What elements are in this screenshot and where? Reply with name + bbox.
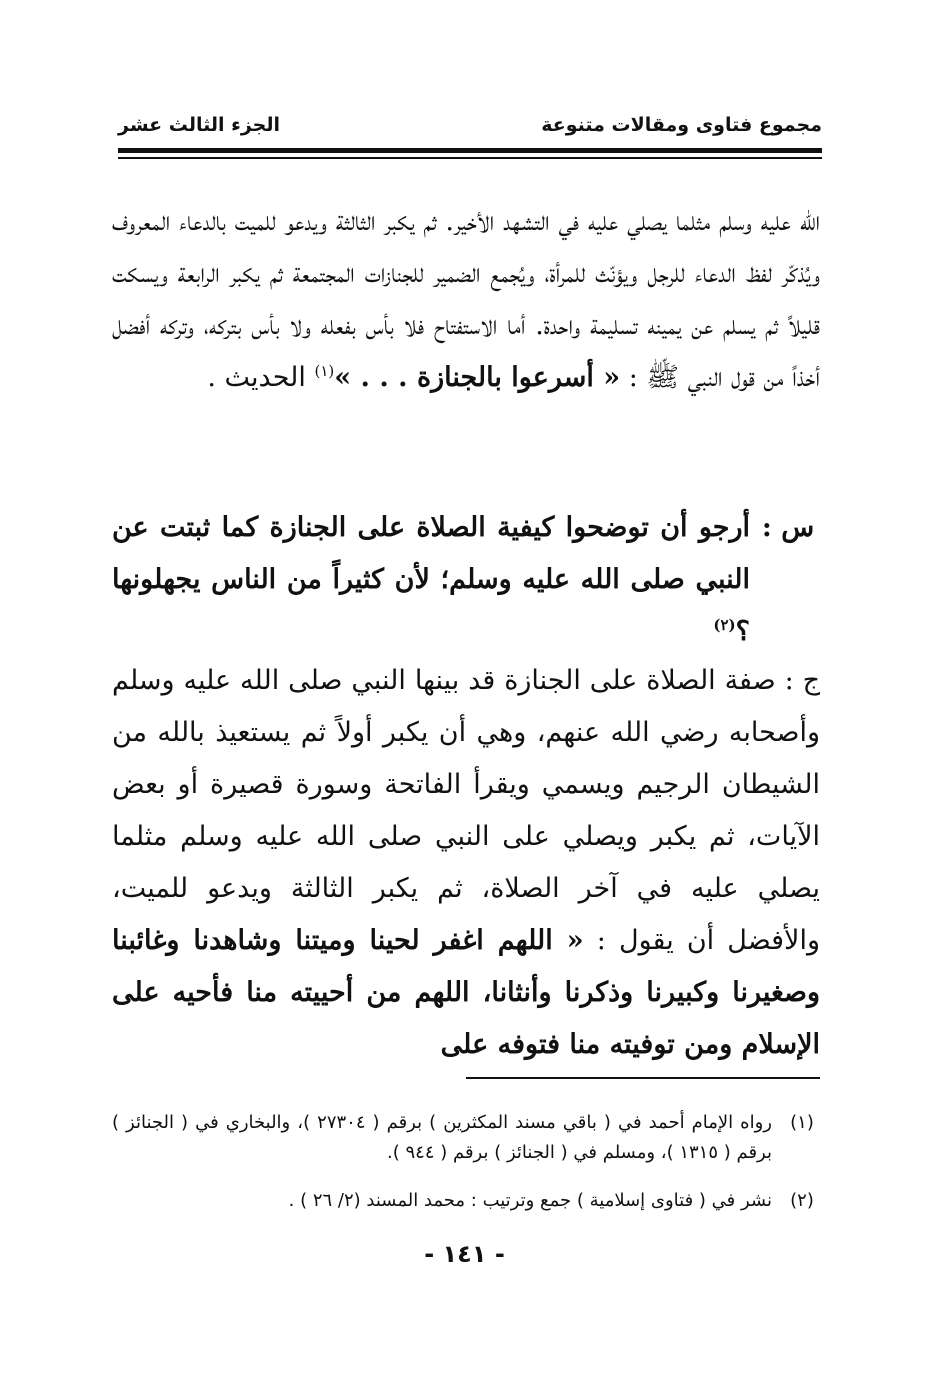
question-text-wrap (112, 502, 750, 658)
question-marker: س : (761, 512, 815, 543)
footnote-number: (٢) (790, 1190, 814, 1211)
book-title: مجموع فتاوى ومقالات متنوعة (541, 114, 822, 136)
hadith-quote: « أسرعوا بالجنازة . . . » (334, 362, 621, 393)
answer-text: صفة الصلاة على الجنازة قد بينها النبي صلى الله عليه وسلم وأصحابه رضي الله عنهم، وهي أن يكبر أولاً ثم يستعيذ بالله من الشيطان الرجيم ويسمي ويقرأ الفاتحة وسورة قصيرة أو بعض الآيات، ثم يكبر ويصلي على النبي صلى الله عليه وسلم مثلما يصلي عليه في آخر الصلاة، ثم يكبر الثالثة ويدعو للميت، والأفضل أن يقول : (112, 665, 821, 956)
footnote-number: (١) (790, 1112, 814, 1133)
footnote-text: نشر في ( فتاوى إسلامية ) جمع وترتيب : محمد المسند (٢/ ٢٦ ) . (288, 1190, 772, 1211)
header-rule-thick (118, 148, 822, 153)
paragraph-text: الله عليه وسلم مثلما يصلي عليه في التشهد الأخير. ثم يكبر الثالثة ويدعو للميت بالدعاء المعروف ويُذكّر لفظ الدعاء للرجل ويؤنّث للمرأة، ويُجمع الضمير للجنازات المجتمعة ثم يكبر الرابعة ويسكت قليلاً ثم يسلم عن يمينه تسليمة واحدة. أما الاستفتاح فلا بأس بفعله ولا بأس بتركه، وتركه أفضل أخذاً من قول النبي ﷺ : (112, 206, 820, 393)
footnote-ref-1: (١) (314, 362, 335, 380)
footnote-ref-2: (٢) (713, 616, 736, 634)
running-header (118, 114, 822, 144)
header-rule-thin (118, 157, 822, 159)
dua-text: « اللهم اغفر لحينا وميتنا وشاهدنا وغائبنا وصغيرنا وكبيرنا وذكرنا وأنثانا، اللهم من أحييته منا فأحيه على الإسلام ومن توفيته منا فتوفه على (112, 925, 820, 1060)
opening-paragraph (112, 196, 820, 404)
footnote-2 (112, 1186, 820, 1216)
question-text: أرجو أن توضحوا كيفية الصلاة على الجنازة كما ثبتت عن النبي صلى الله عليه وسلم؛ لأن كثيراً من الناس يجهلونها ؟ (112, 512, 750, 647)
paragraph-end: الحديث . (207, 362, 306, 393)
page-number: - ١٤١ - (424, 1240, 505, 1268)
volume-label: الجزء الثالث عشر (118, 114, 281, 136)
footnote-text: رواه الإمام أحمد في ( باقي مسند المكثرين ) برقم ( ٢٧٣٠٤ )، والبخاري في ( الجنائز ) برقم ( ١٣١٥ )، ومسلم في ( الجنائز ) برقم ( ٩٤٤ ). (112, 1112, 772, 1163)
footnote-1 (112, 1108, 820, 1168)
answer-marker: ج : (784, 665, 820, 696)
question-block (112, 502, 820, 658)
answer-block (112, 655, 820, 1071)
footnote-divider (466, 1077, 820, 1079)
